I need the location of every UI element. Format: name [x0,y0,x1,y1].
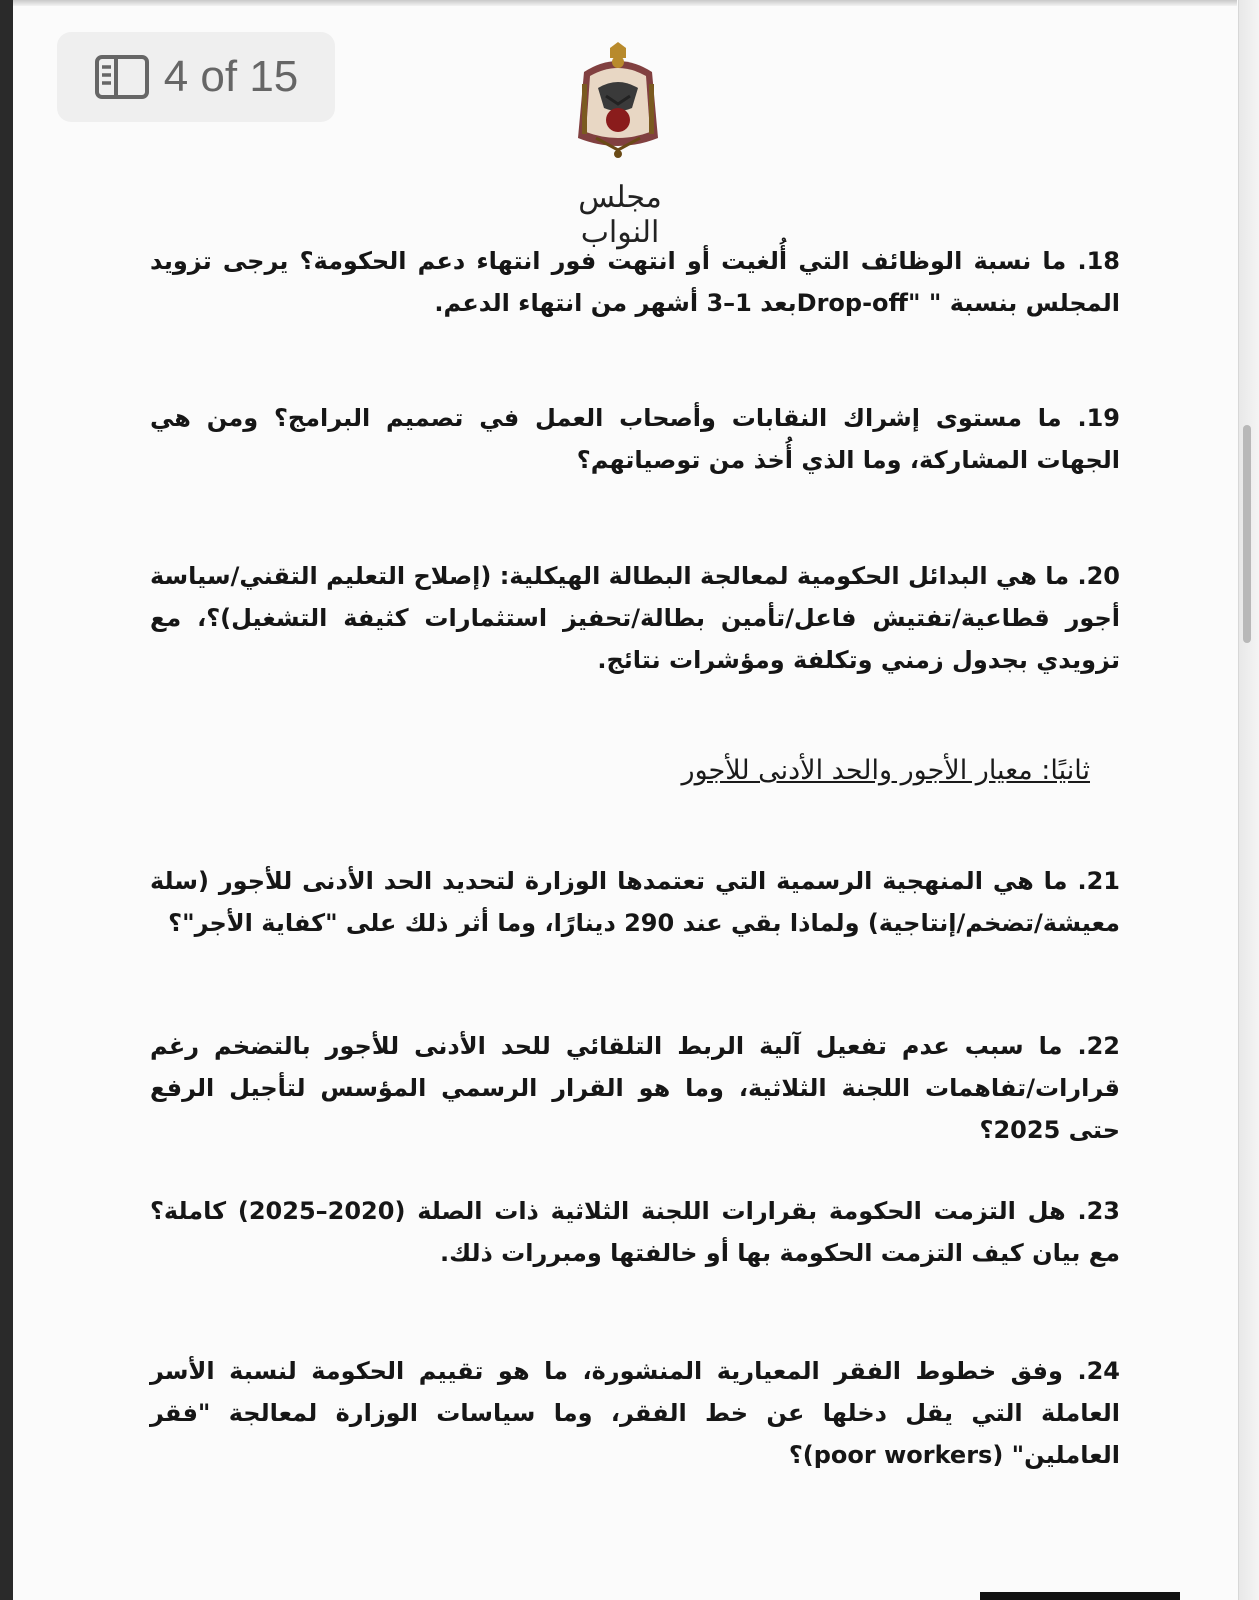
scrollbar-thumb[interactable] [1243,425,1251,643]
question-19 [150,397,1120,481]
question-text: ما مستوى إشراك النقابات وأصحاب العمل في تصميم البرامج؟ ومن هي الجهات المشاركة، وما الذي أُخذ من توصياتهم؟ [150,404,1120,474]
top-page-edge [13,0,1237,6]
coat-of-arms-icon [566,42,670,162]
question-text: ما هي البدائل الحكومية لمعالجة البطالة الهيكلية: (إصلاح التعليم التقني/سياسة أجور قطاعية/تفتيش فاعل/تأمين بطالة/تحفيز استثمارات كثيفة التشغيل)؟، مع تزويدي بجدول زمني وتكلفة ومؤشرات نتائج. [150,562,1120,674]
question-20 [150,555,1120,681]
question-number: 24. [1077,1357,1120,1385]
sidebar-icon [94,54,150,100]
section-heading: ثانيًا: معيار الأجور والحد الأدنى للأجور [681,755,1090,786]
question-21 [150,860,1120,944]
question-23 [150,1190,1120,1274]
question-18 [150,240,1120,324]
question-number: 19. [1077,404,1120,432]
question-number: 18. [1077,247,1120,275]
page-indicator[interactable] [57,32,335,122]
question-text: ما سبب عدم تفعيل آلية الربط التلقائي للحد الأدنى للأجور بالتضخم رغم قرارات/تفاهمات اللجنة الثلاثية، وما هو القرار الرسمي المؤسس لتأجيل الرفع حتى 2025؟ [150,1032,1120,1144]
page-indicator-text: 4 of 15 [163,52,299,101]
question-24 [150,1350,1120,1476]
scrollbar-track[interactable] [1238,0,1259,1600]
question-text: ما نسبة الوظائف التي أُلغيت أو انتهت فور انتهاء دعم الحكومة؟ يرجى تزويد المجلس بنسبة " "Drop-offبعد 1–3 أشهر من انتهاء الدعم. [150,247,1120,317]
question-number: 21. [1077,867,1120,895]
question-number: 22. [1077,1032,1121,1060]
question-text: هل التزمت الحكومة بقرارات اللجنة الثلاثية ذات الصلة (2020–2025) كاملة؟ مع بيان كيف التزمت الحكومة بها أو خالفتها ومبررات ذلك. [150,1197,1120,1267]
council-name: مجلس النواب [578,180,662,250]
question-text: ما هي المنهجية الرسمية التي تعتمدها الوزارة لتحديد الحد الأدنى للأجور (سلة معيشة/تضخم/إنتاجية) ولماذا بقي عند 290 دينارًا، وما أثر ذلك على "كفاية الأجر"؟ [150,867,1120,937]
question-number: 23. [1077,1197,1120,1225]
left-page-edge [0,0,13,1600]
bottom-rule [980,1592,1180,1600]
question-22 [150,1025,1120,1151]
question-text: وفق خطوط الفقر المعيارية المنشورة، ما هو تقييم الحكومة لنسبة الأسر العاملة التي يقل دخلها عن خط الفقر، وما سياسات الوزارة لمعالجة "فقر العاملين" (poor workers)؟ [150,1357,1120,1469]
question-number: 20. [1077,562,1120,590]
